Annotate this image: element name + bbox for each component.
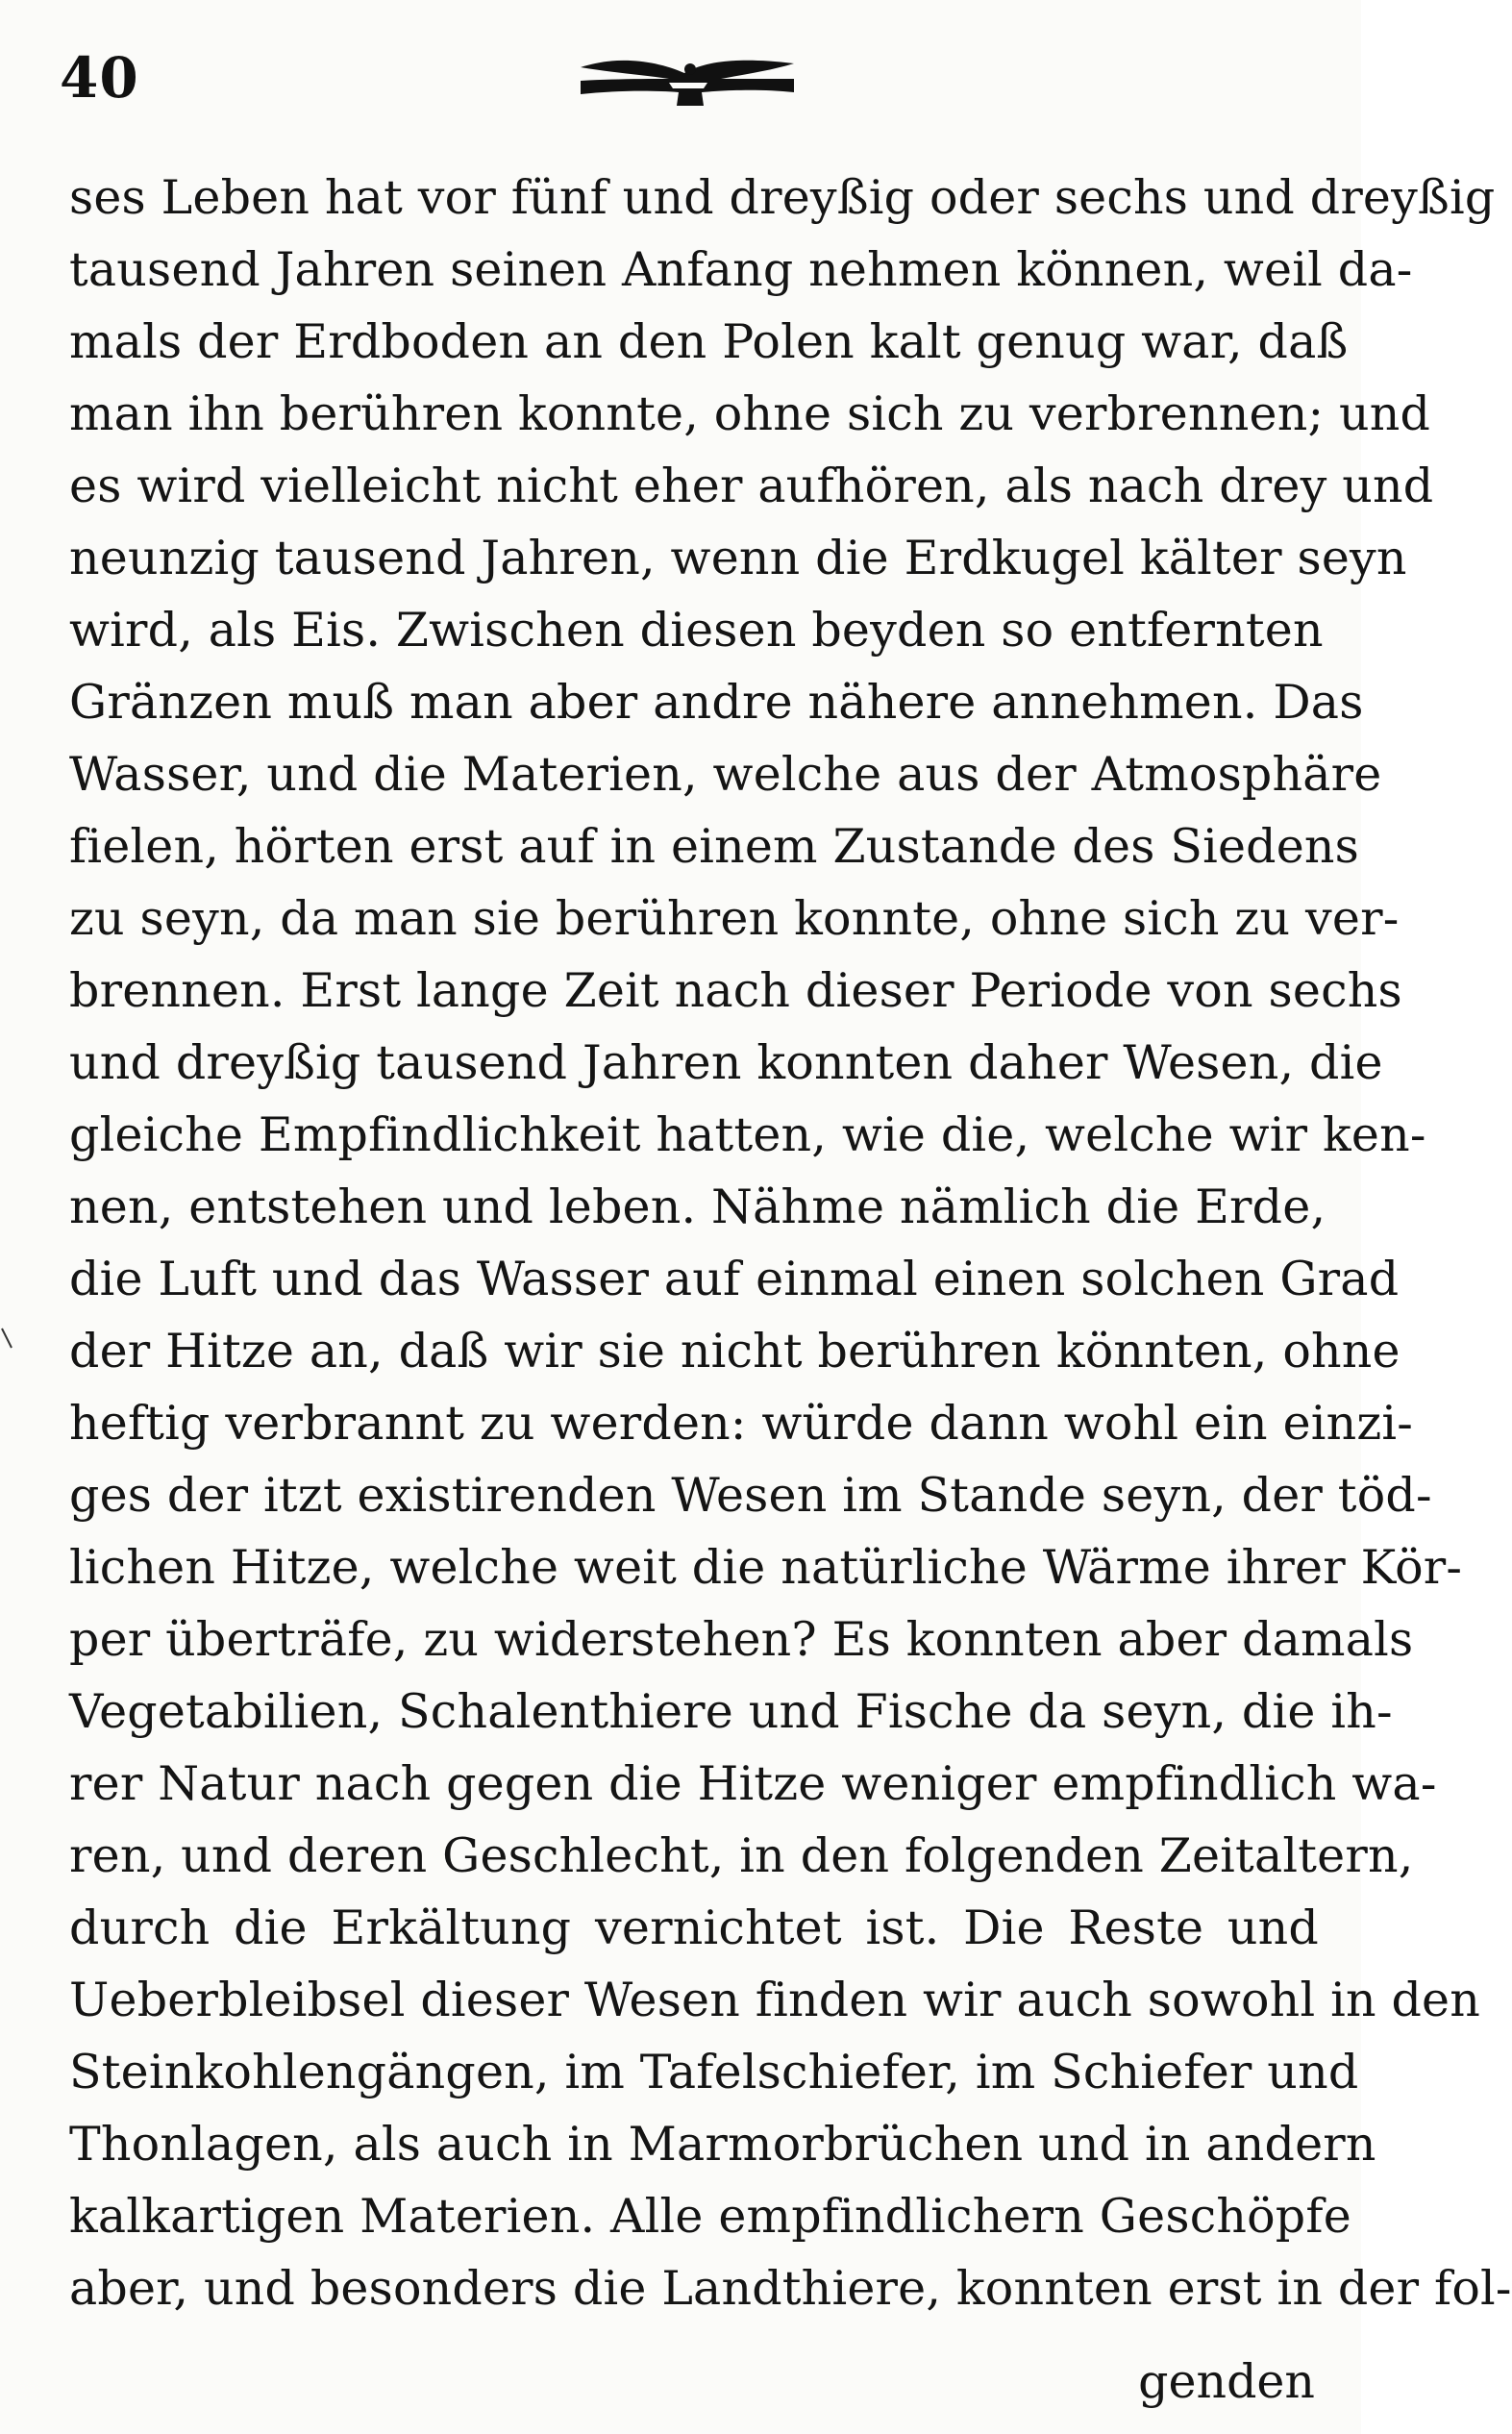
text-line: tausend Jahren seinen Anfang nehmen können, weil da- <box>69 242 1413 297</box>
catchword: genden <box>1138 2354 1315 2409</box>
text-line: Vegetabilien, Schalenthiere und Fische da seyn, die ih- <box>69 1684 1393 1739</box>
text-line: lichen Hitze, welche weit die natürliche Wärme ihrer Kör- <box>69 1540 1463 1595</box>
text-line: Thonlagen, als auch in Marmorbrüchen und in andern <box>69 2117 1376 2172</box>
text-line: mals der Erdboden an den Polen kalt genug war, daß <box>69 314 1349 369</box>
text-line: zu seyn, da man sie berühren konnte, ohne sich zu ver- <box>69 891 1400 946</box>
text-line: ses Leben hat vor fünf und dreyßig oder sechs und dreyßig <box>69 170 1496 225</box>
text-line: es wird vielleicht nicht eher aufhören, als nach drey und <box>69 459 1434 513</box>
text-line: die Luft und das Wasser auf einmal einen solchen Grad <box>69 1252 1400 1306</box>
text-line: aber, und besonders die Landthiere, konnten erst in der fol- <box>69 2261 1512 2316</box>
text-line: fielen, hörten erst auf in einem Zustande des Siedens <box>69 819 1360 874</box>
body-text <box>69 161 1512 2324</box>
text-line: Wasser, und die Materien, welche aus der Atmosphäre <box>69 747 1382 802</box>
text-line: neunzig tausend Jahren, wenn die Erdkugel kälter seyn <box>69 531 1407 585</box>
text-line: wird, als Eis. Zwischen diesen beyden so entfernten <box>69 603 1324 658</box>
text-line: ren, und deren Geschlecht, in den folgenden Zeitaltern, <box>69 1828 1414 1883</box>
text-line: Ueberbleibsel dieser Wesen finden wir auch sowohl in den <box>69 1973 1481 2027</box>
text-line: durch die Erkältung vernichtet ist. Die Reste und <box>69 1900 1319 1955</box>
text-line: gleiche Empfindlichkeit hatten, wie die, welche wir ken- <box>69 1107 1426 1162</box>
page-edge-mark <box>0 1327 13 1350</box>
text-line: per überträfe, zu widerstehen? Es konnten aber damals <box>69 1612 1414 1667</box>
text-line: ges der itzt existirenden Wesen im Stande seyn, der töd- <box>69 1468 1432 1523</box>
text-line: Steinkohlengängen, im Tafelschiefer, im Schiefer und <box>69 2045 1359 2099</box>
text-line: nen, entstehen und leben. Nähme nämlich die Erde, <box>69 1180 1326 1234</box>
text-line: man ihn berühren konnte, ohne sich zu verbrennen; und <box>69 386 1431 441</box>
text-line: rer Natur nach gegen die Hitze weniger empfindlich wa- <box>69 1756 1437 1811</box>
text-line: brennen. Erst lange Zeit nach dieser Periode von sechs <box>69 963 1402 1018</box>
text-line: der Hitze an, daß wir sie nicht berühren könnten, ohne <box>69 1324 1400 1378</box>
text-line: Gränzen muß man aber andre nähere annehmen. Das <box>69 675 1364 730</box>
page-number: 40 <box>60 45 139 111</box>
eagle-ornament-icon <box>577 50 798 113</box>
text-line: kalkartigen Materien. Alle empfindlichern Geschöpfe <box>69 2189 1351 2244</box>
text-line: und dreyßig tausend Jahren konnten daher Wesen, die <box>69 1035 1383 1090</box>
text-line: heftig verbrannt zu werden: würde dann wohl ein einzi- <box>69 1396 1414 1451</box>
